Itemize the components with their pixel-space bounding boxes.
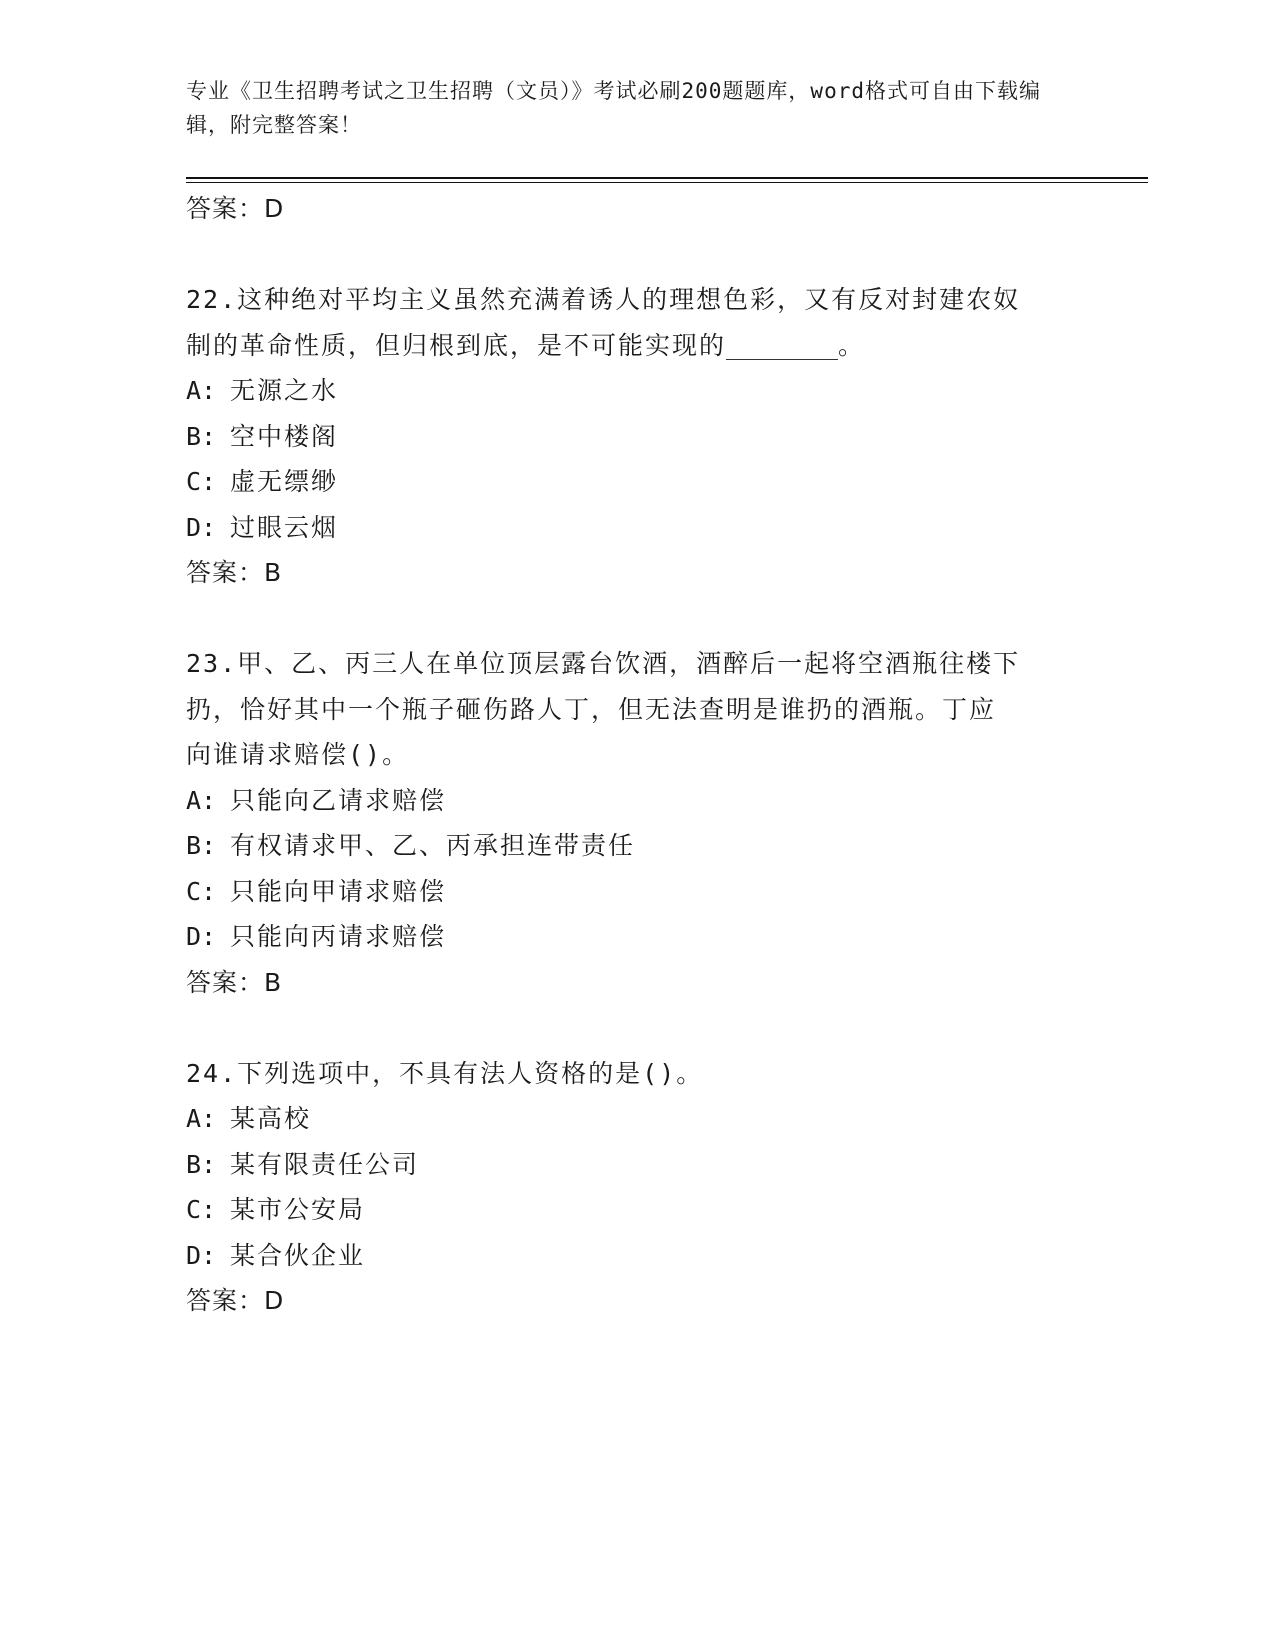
option-letter: C: [186, 876, 217, 906]
option-c [186, 459, 1086, 505]
answer-line: 答案：D [186, 194, 285, 223]
option-text: 无源之水 [230, 376, 339, 405]
answer-line: 答案：D [186, 1286, 285, 1315]
option-text: 某有限责任公司 [230, 1149, 420, 1179]
spacer [186, 596, 1086, 642]
option-text: 只能向乙请求赔偿 [230, 785, 447, 815]
option-a [186, 778, 1086, 824]
answer-line: 答案：B [186, 558, 283, 587]
option-text: 某合伙企业 [230, 1240, 366, 1270]
option-d [186, 1233, 1086, 1279]
option-c [186, 869, 1086, 915]
option-c [186, 1187, 1086, 1233]
option-b [186, 823, 1086, 869]
question-text-suffix: 。 [838, 330, 866, 360]
question-text: 制的革命性质，但归根到底，是不可能实现的 [186, 330, 727, 360]
spacer [186, 1005, 1086, 1051]
question-text-line: 扔，恰好其中一个瓶子砸伤路人丁，但无法查明是谁扔的酒瓶。丁应 [186, 694, 997, 724]
fill-blank [726, 329, 838, 360]
option-d [186, 505, 1086, 551]
question-block [186, 641, 1086, 1005]
option-letter: C: [186, 467, 217, 496]
question-text-line: 24.下列选项中，不具有法人资格的是()。 [186, 1058, 704, 1088]
option-letter: B: [186, 1149, 217, 1179]
option-text: 只能向丙请求赔偿 [230, 922, 447, 951]
spacer [186, 232, 1086, 278]
option-text: 某高校 [230, 1104, 312, 1133]
answer-line: 答案：B [186, 967, 283, 997]
option-a [186, 1096, 1086, 1142]
option-letter: B: [186, 831, 217, 860]
question-block [186, 277, 1086, 596]
option-letter: D: [186, 922, 217, 951]
option-b [186, 1142, 1086, 1188]
option-letter: D: [186, 1240, 217, 1270]
option-d [186, 914, 1086, 960]
page-header: 专业《卫生招聘考试之卫生招聘（文员）》考试必刷200题题库，word格式可自由下载编辑，附完整答案！ [186, 79, 1041, 137]
option-letter: C: [186, 1195, 217, 1224]
question-text-line: 22.这种绝对平均主义虽然充满着诱人的理想色彩，又有反对封建农奴 [186, 285, 1021, 314]
option-text: 虚无缥缈 [230, 467, 339, 496]
option-text: 空中楼阁 [230, 421, 339, 451]
question-text-line: 向谁请求赔偿()。 [186, 740, 410, 769]
header-rule-thick [186, 177, 1148, 179]
option-letter: B: [186, 421, 217, 451]
option-letter: A: [186, 785, 217, 815]
header-rule-thin [186, 182, 1148, 183]
question-text-line [186, 323, 1086, 369]
option-letter: D: [186, 512, 217, 542]
option-text: 只能向甲请求赔偿 [230, 876, 447, 906]
option-text: 有权请求甲、乙、丙承担连带责任 [230, 831, 636, 860]
question-block [186, 1051, 1086, 1324]
option-a [186, 368, 1086, 414]
option-letter: A: [186, 376, 217, 405]
option-letter: A: [186, 1104, 217, 1133]
option-text: 某市公安局 [230, 1195, 366, 1224]
question-content [186, 186, 1086, 1324]
option-b [186, 414, 1086, 460]
option-text: 过眼云烟 [230, 512, 339, 542]
question-text-line: 23.甲、乙、丙三人在单位顶层露台饮酒，酒醉后一起将空酒瓶往楼下 [186, 649, 1021, 678]
